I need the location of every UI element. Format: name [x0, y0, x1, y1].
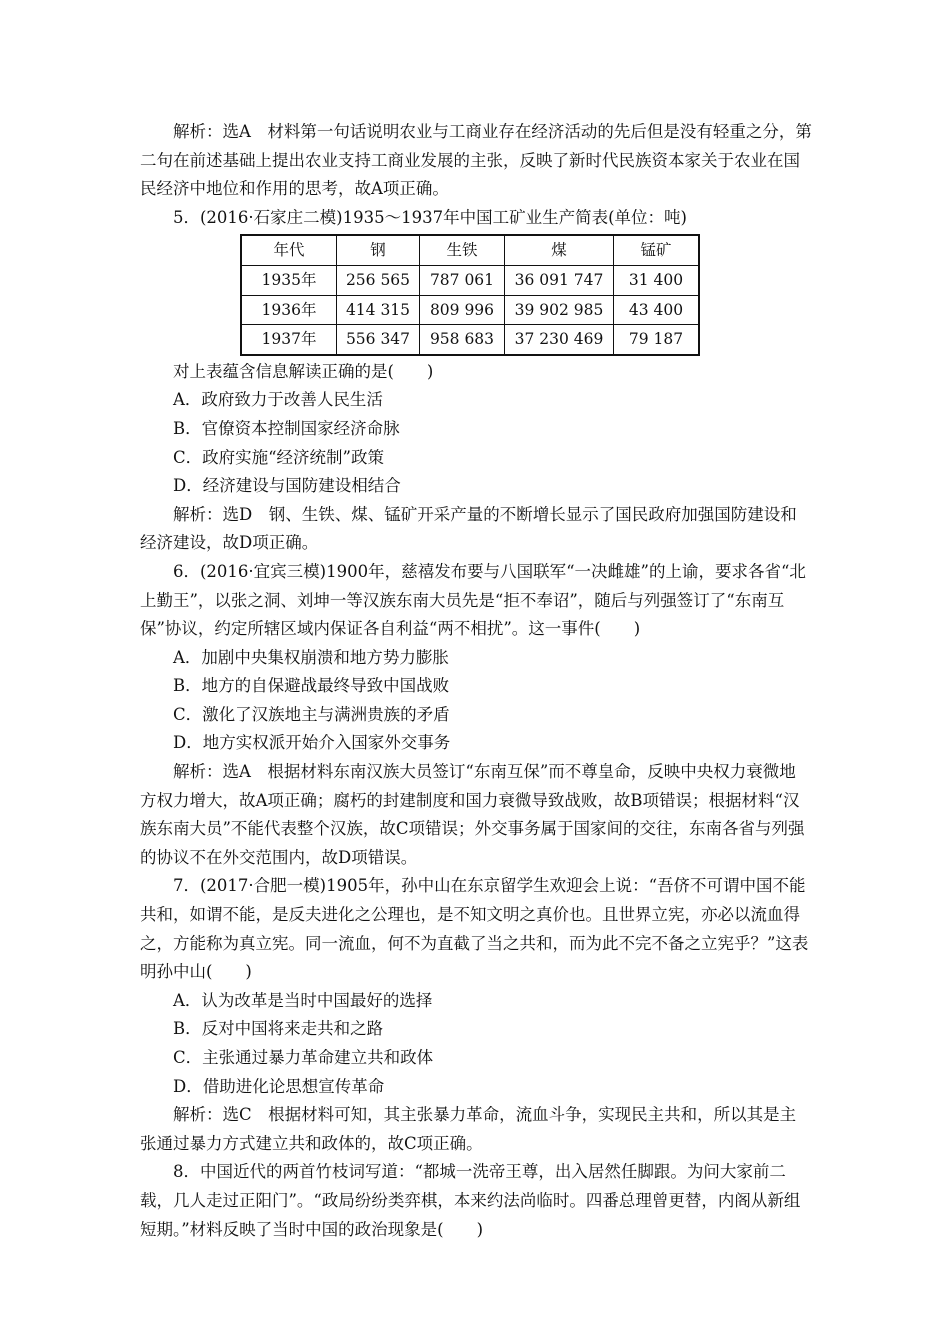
answer-option: A．加剧中央集权崩溃和地方势力膨胀 [173, 647, 449, 667]
answer-option: D．借助进化论思想宣传革命 [173, 1076, 385, 1096]
paragraph: 解析：选A 根据材料东南汉族大员签订“东南互保”而不尊皇命，反映中央权力衰微地方权力增大，故A项正确；腐朽的封建制度和国力衰微导致战败，故B项错误；根据材料“汉族东南大员”不能代表整个汉族，故C项错误；外交事务属于国家间的交往，东南各省与列强的协议不在外交范围内，故D项错误。 [140, 762, 805, 867]
paragraph: 6．(2016·宜宾三模)1900年，慈禧发布要与八国联军“一决雌雄”的上谕，要求各省“北上勤王”，以张之洞、刘坤一等汉族东南大员先是“拒不奉诏”，随后与列强签订了“东南互保”协议，约定所辖区域内保证各自利益“两不相扰”。这一事件( ) [140, 561, 806, 639]
table-cell: 37 230 469 [505, 325, 614, 355]
paragraph: 解析：选C 根据材料可知，其主张暴力革命，流血斗争，实现民主共和，所以其是主张通过暴力方式建立共和政体的，故C项正确。 [140, 1105, 797, 1153]
table-cell: 809 996 [420, 295, 505, 325]
table-header-cell: 年代 [241, 235, 337, 265]
table-cell: 787 061 [420, 265, 505, 295]
table-row [241, 295, 699, 325]
table-cell: 256 565 [337, 265, 420, 295]
table-cell: 1935年 [241, 265, 337, 295]
production-table [240, 234, 700, 355]
answer-option: C．主张通过暴力革命建立共和政体 [173, 1048, 434, 1067]
paragraph: 5．(2016·石家庄二模)1935～1937年中国工矿业生产简表(单位：吨) [173, 207, 687, 227]
answer-option: D．经济建设与国防建设相结合 [173, 476, 401, 496]
table-cell: 39 902 985 [505, 295, 614, 325]
answer-option: B．官僚资本控制国家经济命脉 [173, 418, 400, 438]
production-table-wrapper [240, 234, 812, 355]
answer-option: A．认为改革是当时中国最好的选择 [173, 990, 433, 1010]
table-row [241, 265, 699, 295]
table-header-row [241, 235, 699, 265]
table-cell: 79 187 [614, 325, 700, 355]
table-row [241, 325, 699, 355]
table-header-cell: 锰矿 [614, 235, 700, 265]
table-header-cell: 生铁 [420, 235, 505, 265]
document-page [140, 118, 812, 1244]
paragraph: 解析：选D 钢、生铁、煤、锰矿开采产量的不断增长显示了国民政府加强国防建设和经济建设，故D项正确。 [140, 504, 797, 553]
table-cell: 1936年 [241, 295, 337, 325]
table-cell: 43 400 [614, 295, 700, 325]
table-cell: 958 683 [420, 325, 505, 355]
table-cell: 31 400 [614, 265, 700, 295]
table-header-cell: 煤 [505, 235, 614, 265]
answer-option: D．地方实权派开始介入国家外交事务 [173, 733, 451, 753]
answer-option: C．政府实施“经济统制”政策 [173, 447, 384, 467]
paragraph: 对上表蕴含信息解读正确的是( ) [173, 361, 434, 381]
paragraph: 解析：选A 材料第一句话说明农业与工商业存在经济活动的先后但是没有轻重之分，第二句在前述基础上提出农业支持工商业发展的主张，反映了新时代民族资本家关于农业在国民经济中地位和作用的思考，故A项正确。 [140, 122, 812, 199]
table-header-cell: 钢 [337, 235, 420, 265]
answer-option: B．地方的自保避战最终导致中国战败 [173, 676, 450, 696]
table-cell: 1937年 [241, 325, 337, 355]
table-cell: 36 091 747 [505, 265, 614, 295]
table-cell: 556 347 [337, 325, 420, 355]
answer-option: B．反对中国将来走共和之路 [173, 1019, 384, 1039]
paragraph: 8．中国近代的两首竹枝词写道：“都城一洗帝王尊，出入居然任脚跟。为问大家前二载，几人走过正阳门”。“政局纷纷类弈棋，本来约法尚临时。四番总理曾更替，内阁从新组短期。”材料反映了当时中国的政治现象是( ) [140, 1162, 801, 1239]
answer-option: C．激化了汉族地主与满洲贵族的矛盾 [173, 704, 450, 724]
answer-option: A．政府致力于改善人民生活 [173, 390, 383, 410]
table-cell: 414 315 [337, 295, 420, 325]
paragraph: 7．(2017·合肥一模)1905年，孙中山在东京留学生欢迎会上说：“吾侪不可谓中国不能共和，如谓不能，是反夫进化之公理也，是不知文明之真价也。且世界立宪，亦必以流血得之，方能称为真立宪。同一流血，何不为直截了当之共和，而为此不完不备之立宪乎？”这表明孙中山( ) [140, 876, 809, 982]
